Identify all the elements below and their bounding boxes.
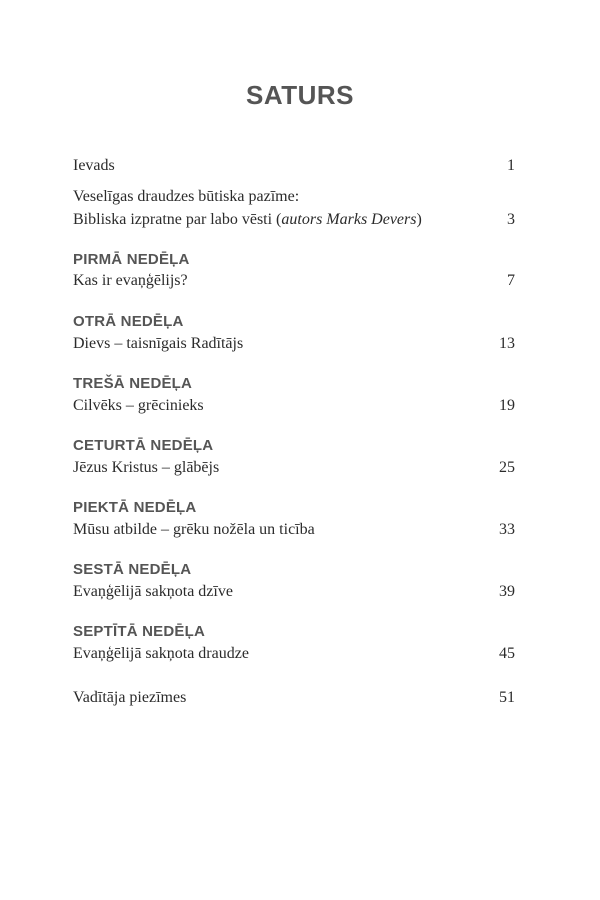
week-heading-7: SEPTĪTĀ NEDĒĻA: [73, 623, 205, 640]
page-title: SATURS: [246, 80, 354, 110]
toc-entry-week-5[interactable]: [73, 521, 515, 539]
toc-entry-label: Mūsu atbilde – grēku nožēla un ticība: [73, 521, 315, 538]
author-name: autors Marks Devers: [281, 211, 417, 228]
toc-entry-label: Ievads: [73, 157, 115, 174]
toc-entry-label: Jēzus Kristus – glābējs: [73, 459, 220, 476]
toc-entry-label: Evaņģēlijā sakņota dzīve: [73, 583, 233, 600]
toc-entry-leader-notes[interactable]: [73, 689, 515, 707]
toc-page-number: 45: [499, 645, 515, 662]
week-heading-6: SESTĀ NEDĒĻA: [73, 561, 192, 578]
toc-entry-week-3[interactable]: [73, 397, 515, 415]
toc-page-number: 51: [499, 689, 515, 706]
toc-page-number: 19: [499, 397, 515, 414]
toc-entry-week-4[interactable]: [73, 459, 515, 477]
toc-entry-label: Bibliska izpratne par labo vēsti (autors Marks Devers): [73, 211, 422, 228]
toc-entry-week-1[interactable]: [73, 272, 515, 290]
toc-entry-week-6[interactable]: [73, 583, 515, 601]
toc-entry-healthy-church-line1: Veselīgas draudzes būtiska pazīme:: [73, 188, 300, 205]
week-heading-3: TREŠĀ NEDĒĻA: [73, 375, 193, 392]
toc-entry-week-2[interactable]: [73, 335, 515, 353]
toc-entry-intro[interactable]: [73, 157, 515, 175]
toc-page-number: 39: [499, 583, 515, 600]
toc-page-number: 25: [499, 459, 515, 476]
week-heading-5: PIEKTĀ NEDĒĻA: [73, 499, 197, 516]
toc-page-number: 1: [507, 157, 515, 174]
toc-page-number: 13: [499, 335, 515, 352]
toc-entry-label: Dievs – taisnīgais Radītājs: [73, 335, 244, 352]
week-heading-2: OTRĀ NEDĒĻA: [73, 313, 184, 330]
toc-entry-week-7[interactable]: [73, 645, 515, 663]
toc-page-number: 33: [499, 521, 515, 538]
toc-entry-label: Vadītāja piezīmes: [73, 689, 187, 706]
week-heading-4: CETURTĀ NEDĒĻA: [73, 437, 214, 454]
toc-entry-label: Cilvēks – grēcinieks: [73, 397, 204, 414]
week-heading-1: PIRMĀ NEDĒĻA: [73, 251, 190, 268]
toc-entry-label: Evaņģēlijā sakņota draudze: [73, 645, 249, 662]
toc-page-number: 3: [507, 211, 515, 228]
toc-entry-label: Kas ir evaņģēlijs?: [73, 272, 188, 289]
toc-entry-healthy-church[interactable]: [73, 211, 515, 229]
toc-page-number: 7: [507, 272, 515, 289]
